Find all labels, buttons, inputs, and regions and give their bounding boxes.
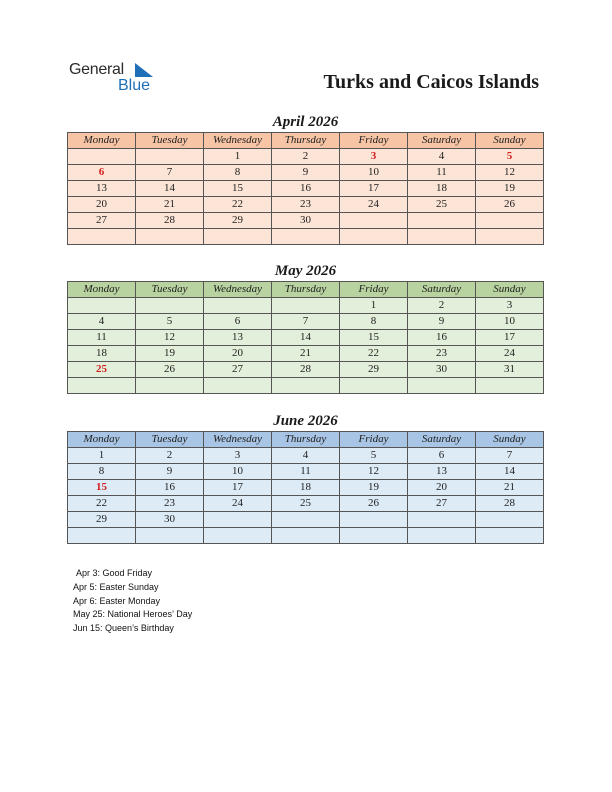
day-cell bbox=[408, 213, 476, 229]
day-cell bbox=[340, 229, 408, 245]
day-cell: 4 bbox=[408, 149, 476, 165]
day-cell: 19 bbox=[476, 181, 544, 197]
weekday-header: Friday bbox=[340, 282, 408, 298]
logo-text-general: General bbox=[69, 61, 124, 78]
day-cell: 11 bbox=[408, 165, 476, 181]
week-row bbox=[68, 298, 544, 314]
weekday-header: Monday bbox=[68, 133, 136, 149]
weekday-header: Wednesday bbox=[204, 432, 272, 448]
day-cell: 31 bbox=[476, 362, 544, 378]
day-cell: 9 bbox=[272, 165, 340, 181]
weekday-header: Wednesday bbox=[204, 282, 272, 298]
weekday-header: Monday bbox=[68, 282, 136, 298]
day-cell bbox=[476, 213, 544, 229]
week-row bbox=[68, 330, 544, 346]
day-cell bbox=[340, 378, 408, 394]
week-row bbox=[68, 229, 544, 245]
day-cell: 30 bbox=[136, 512, 204, 528]
day-cell: 15 bbox=[68, 480, 136, 496]
day-cell bbox=[136, 528, 204, 544]
logo-text-blue: Blue bbox=[118, 77, 151, 94]
day-cell: 26 bbox=[340, 496, 408, 512]
holiday-note: Apr 5: Easter Sunday bbox=[73, 581, 159, 592]
day-cell: 16 bbox=[136, 480, 204, 496]
day-cell bbox=[476, 378, 544, 394]
week-row bbox=[68, 181, 544, 197]
week-row bbox=[68, 165, 544, 181]
day-cell: 24 bbox=[476, 346, 544, 362]
day-cell: 27 bbox=[204, 362, 272, 378]
day-cell: 9 bbox=[136, 464, 204, 480]
day-cell: 27 bbox=[68, 213, 136, 229]
holiday-note: May 25: National Heroes’ Day bbox=[73, 609, 193, 620]
day-cell: 12 bbox=[340, 464, 408, 480]
day-cell: 13 bbox=[408, 464, 476, 480]
day-cell: 30 bbox=[272, 213, 340, 229]
day-cell: 17 bbox=[476, 330, 544, 346]
day-cell: 19 bbox=[136, 346, 204, 362]
day-cell bbox=[204, 298, 272, 314]
weekday-header: Sunday bbox=[476, 133, 544, 149]
day-cell: 18 bbox=[408, 181, 476, 197]
day-cell: 17 bbox=[204, 480, 272, 496]
week-row bbox=[68, 464, 544, 480]
day-cell: 22 bbox=[204, 197, 272, 213]
logo-triangle-icon bbox=[135, 63, 153, 77]
day-cell: 3 bbox=[340, 149, 408, 165]
day-cell: 28 bbox=[272, 362, 340, 378]
day-cell: 22 bbox=[68, 496, 136, 512]
day-cell bbox=[408, 378, 476, 394]
holiday-note: Jun 15: Queen’s Birthday bbox=[73, 623, 174, 634]
day-cell: 21 bbox=[272, 346, 340, 362]
week-row bbox=[68, 197, 544, 213]
day-cell bbox=[476, 229, 544, 245]
day-cell: 18 bbox=[68, 346, 136, 362]
day-cell: 20 bbox=[204, 346, 272, 362]
week-row bbox=[68, 314, 544, 330]
day-cell: 24 bbox=[340, 197, 408, 213]
day-cell: 10 bbox=[340, 165, 408, 181]
day-cell: 21 bbox=[136, 197, 204, 213]
day-cell: 11 bbox=[272, 464, 340, 480]
weekday-header: Wednesday bbox=[204, 133, 272, 149]
month-may bbox=[67, 261, 544, 394]
day-cell: 20 bbox=[68, 197, 136, 213]
day-cell bbox=[136, 378, 204, 394]
country-title: Turks and Caicos Islands bbox=[323, 71, 539, 93]
day-cell: 16 bbox=[272, 181, 340, 197]
day-cell: 5 bbox=[476, 149, 544, 165]
day-cell: 6 bbox=[68, 165, 136, 181]
day-cell: 21 bbox=[476, 480, 544, 496]
weekday-header: Saturday bbox=[408, 282, 476, 298]
day-cell bbox=[272, 512, 340, 528]
day-cell: 1 bbox=[68, 448, 136, 464]
day-cell: 25 bbox=[272, 496, 340, 512]
weekday-header: Sunday bbox=[476, 282, 544, 298]
day-cell: 6 bbox=[408, 448, 476, 464]
day-cell: 8 bbox=[340, 314, 408, 330]
day-cell: 14 bbox=[476, 464, 544, 480]
day-cell: 7 bbox=[136, 165, 204, 181]
week-row bbox=[68, 480, 544, 496]
holiday-notes bbox=[73, 567, 192, 636]
weekday-header: Saturday bbox=[408, 432, 476, 448]
day-cell bbox=[340, 528, 408, 544]
day-cell: 16 bbox=[408, 330, 476, 346]
day-cell: 11 bbox=[68, 330, 136, 346]
day-cell bbox=[408, 512, 476, 528]
day-cell: 5 bbox=[340, 448, 408, 464]
day-cell: 9 bbox=[408, 314, 476, 330]
day-cell: 10 bbox=[204, 464, 272, 480]
day-cell: 15 bbox=[340, 330, 408, 346]
day-cell bbox=[340, 512, 408, 528]
day-cell: 2 bbox=[272, 149, 340, 165]
day-cell: 3 bbox=[204, 448, 272, 464]
day-cell bbox=[204, 528, 272, 544]
day-cell bbox=[476, 528, 544, 544]
week-row bbox=[68, 149, 544, 165]
day-cell: 8 bbox=[204, 165, 272, 181]
day-cell bbox=[408, 528, 476, 544]
day-cell: 1 bbox=[340, 298, 408, 314]
month-title: May 2026 bbox=[274, 263, 337, 279]
week-row bbox=[68, 512, 544, 528]
day-cell bbox=[68, 229, 136, 245]
month-april bbox=[67, 112, 544, 245]
week-row bbox=[68, 346, 544, 362]
day-cell: 29 bbox=[340, 362, 408, 378]
day-cell: 28 bbox=[476, 496, 544, 512]
calendar-table bbox=[67, 431, 544, 544]
week-row bbox=[68, 528, 544, 544]
day-cell: 28 bbox=[136, 213, 204, 229]
weekday-header: Tuesday bbox=[136, 133, 204, 149]
weekday-header: Thursday bbox=[272, 133, 340, 149]
day-cell: 2 bbox=[408, 298, 476, 314]
day-cell bbox=[204, 229, 272, 245]
day-cell: 25 bbox=[408, 197, 476, 213]
day-cell: 22 bbox=[340, 346, 408, 362]
weekday-header-row bbox=[68, 432, 544, 448]
day-cell: 23 bbox=[408, 346, 476, 362]
day-cell: 20 bbox=[408, 480, 476, 496]
day-cell bbox=[272, 528, 340, 544]
day-cell: 4 bbox=[68, 314, 136, 330]
day-cell: 13 bbox=[204, 330, 272, 346]
month-title: June 2026 bbox=[273, 413, 338, 429]
day-cell: 27 bbox=[408, 496, 476, 512]
weekday-header: Friday bbox=[340, 133, 408, 149]
day-cell: 12 bbox=[136, 330, 204, 346]
day-cell: 25 bbox=[68, 362, 136, 378]
month-june bbox=[67, 411, 544, 544]
day-cell: 13 bbox=[68, 181, 136, 197]
day-cell bbox=[476, 512, 544, 528]
day-cell bbox=[272, 229, 340, 245]
weekday-header: Thursday bbox=[272, 432, 340, 448]
weekday-header: Thursday bbox=[272, 282, 340, 298]
day-cell bbox=[136, 149, 204, 165]
day-cell bbox=[136, 229, 204, 245]
day-cell bbox=[68, 298, 136, 314]
day-cell: 5 bbox=[136, 314, 204, 330]
week-row bbox=[68, 448, 544, 464]
day-cell bbox=[68, 149, 136, 165]
weekday-header: Tuesday bbox=[136, 432, 204, 448]
day-cell: 15 bbox=[204, 181, 272, 197]
day-cell: 29 bbox=[68, 512, 136, 528]
day-cell: 4 bbox=[272, 448, 340, 464]
day-cell bbox=[204, 378, 272, 394]
holiday-note: Apr 3: Good Friday bbox=[76, 568, 153, 578]
day-cell bbox=[68, 528, 136, 544]
weekday-header: Sunday bbox=[476, 432, 544, 448]
day-cell bbox=[272, 298, 340, 314]
weekday-header: Saturday bbox=[408, 133, 476, 149]
day-cell: 6 bbox=[204, 314, 272, 330]
day-cell: 18 bbox=[272, 480, 340, 496]
day-cell: 24 bbox=[204, 496, 272, 512]
week-row bbox=[68, 213, 544, 229]
day-cell bbox=[272, 378, 340, 394]
day-cell bbox=[204, 512, 272, 528]
day-cell: 2 bbox=[136, 448, 204, 464]
day-cell bbox=[340, 213, 408, 229]
day-cell: 23 bbox=[272, 197, 340, 213]
day-cell: 26 bbox=[136, 362, 204, 378]
day-cell: 7 bbox=[272, 314, 340, 330]
day-cell: 26 bbox=[476, 197, 544, 213]
day-cell: 10 bbox=[476, 314, 544, 330]
day-cell: 17 bbox=[340, 181, 408, 197]
weekday-header-row bbox=[68, 282, 544, 298]
month-title: April 2026 bbox=[272, 114, 339, 130]
week-row bbox=[68, 496, 544, 512]
day-cell: 29 bbox=[204, 213, 272, 229]
day-cell: 7 bbox=[476, 448, 544, 464]
day-cell bbox=[68, 378, 136, 394]
week-row bbox=[68, 378, 544, 394]
weekday-header: Friday bbox=[340, 432, 408, 448]
day-cell: 14 bbox=[272, 330, 340, 346]
week-row bbox=[68, 362, 544, 378]
holiday-note: Apr 6: Easter Monday bbox=[73, 595, 161, 606]
day-cell bbox=[136, 298, 204, 314]
calendar-table bbox=[67, 132, 544, 245]
generalblue-logo bbox=[69, 61, 169, 97]
calendar-table bbox=[67, 281, 544, 394]
weekday-header: Monday bbox=[68, 432, 136, 448]
day-cell: 23 bbox=[136, 496, 204, 512]
day-cell: 14 bbox=[136, 181, 204, 197]
day-cell bbox=[408, 229, 476, 245]
day-cell: 1 bbox=[204, 149, 272, 165]
day-cell: 19 bbox=[340, 480, 408, 496]
day-cell: 3 bbox=[476, 298, 544, 314]
weekday-header: Tuesday bbox=[136, 282, 204, 298]
day-cell: 12 bbox=[476, 165, 544, 181]
day-cell: 30 bbox=[408, 362, 476, 378]
day-cell: 8 bbox=[68, 464, 136, 480]
weekday-header-row bbox=[68, 133, 544, 149]
